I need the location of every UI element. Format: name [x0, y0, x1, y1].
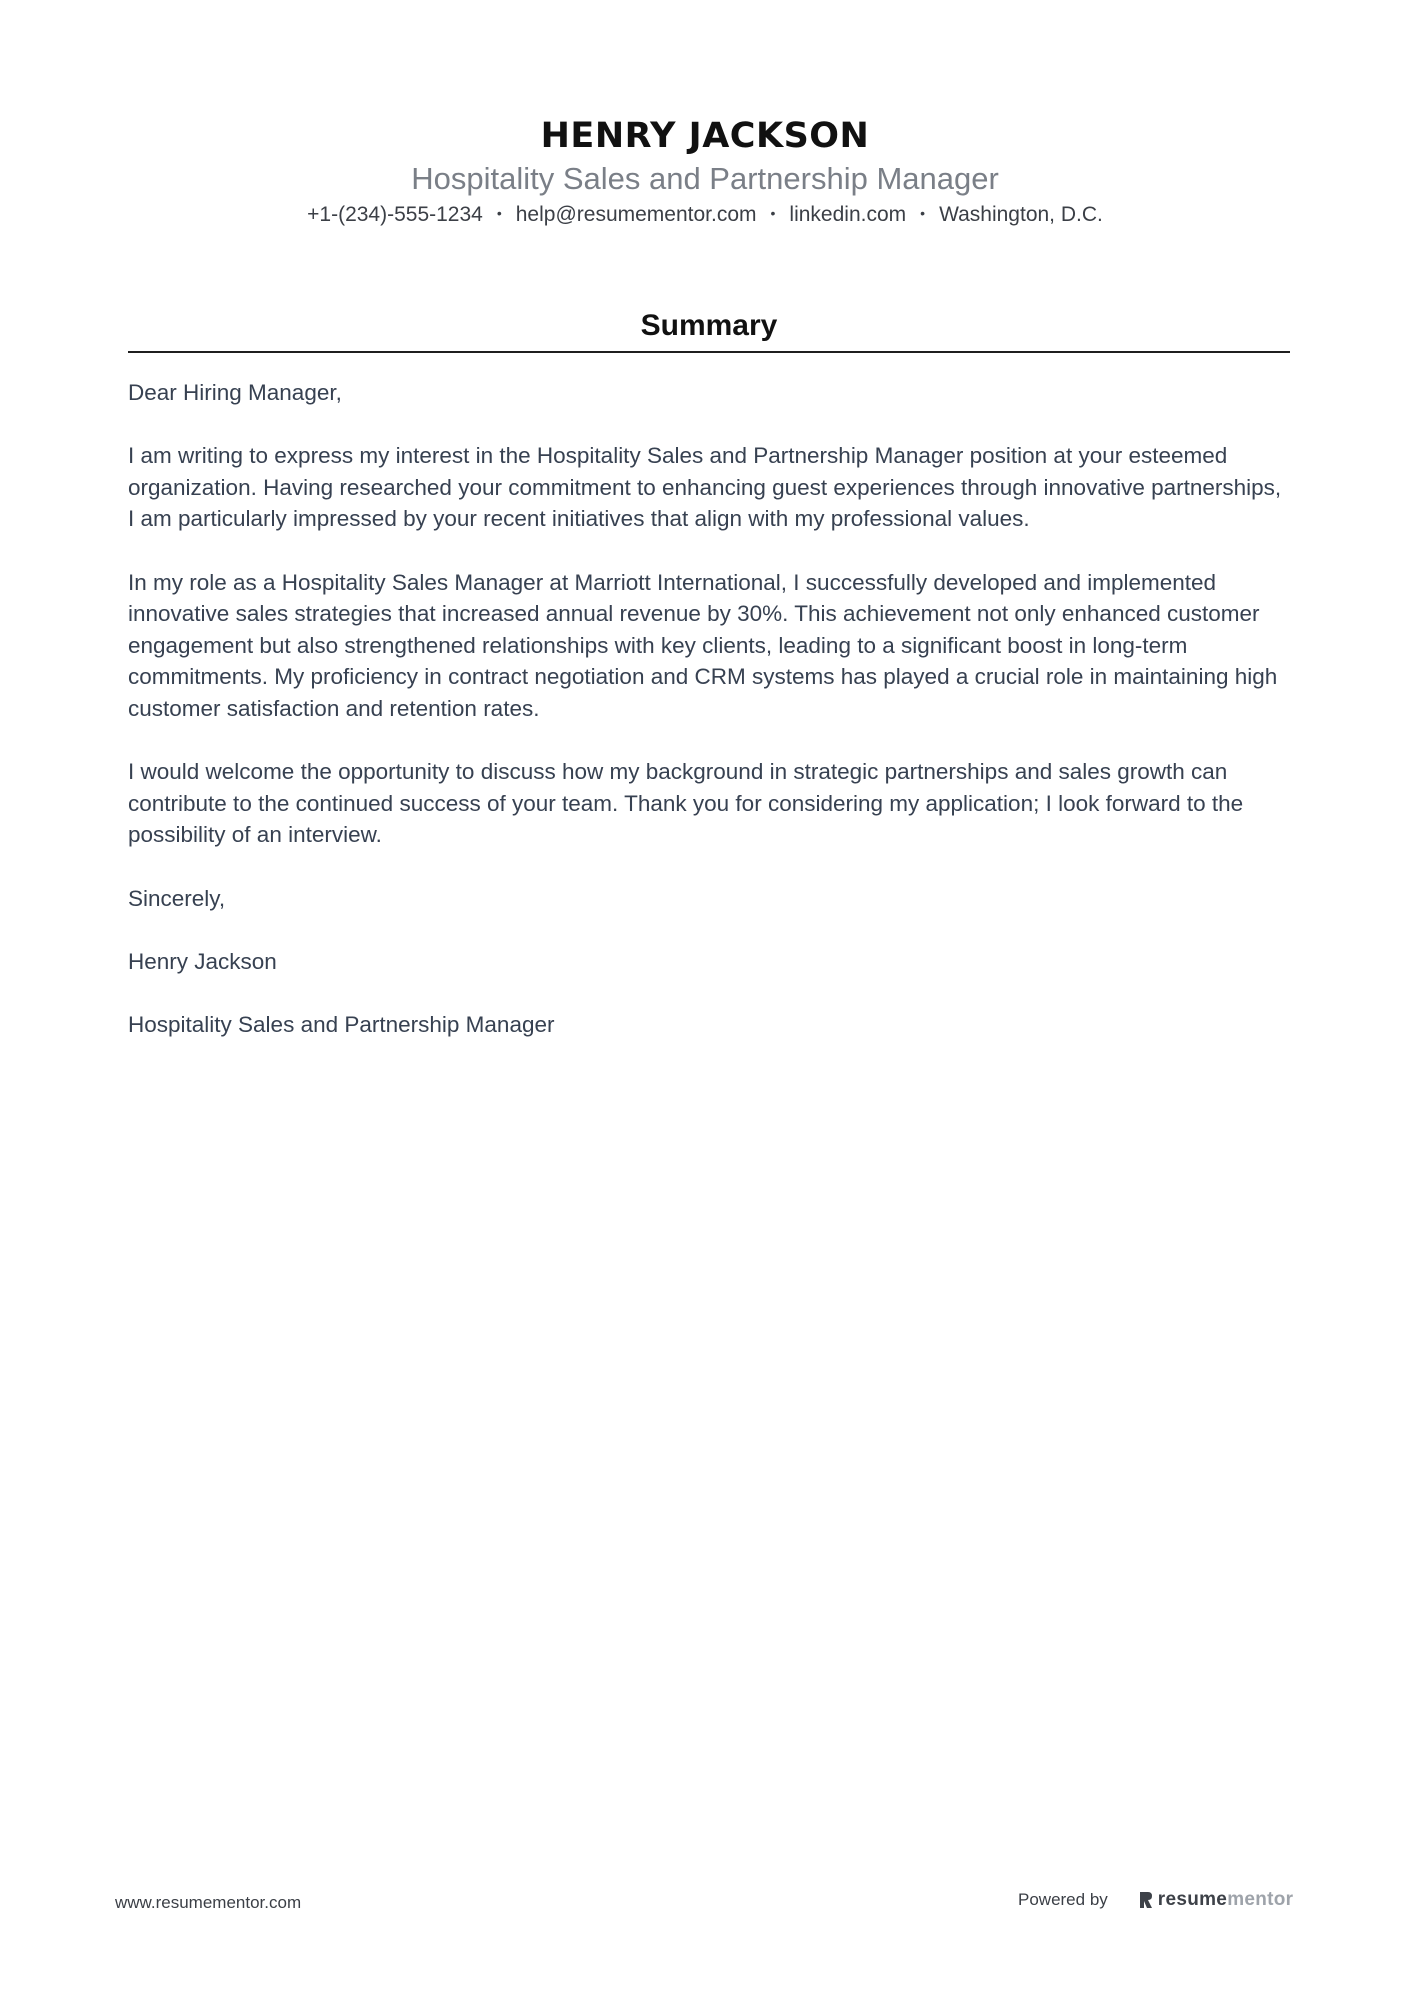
brand-name-part2: mentor [1227, 1889, 1294, 1910]
bullet-separator: • [770, 205, 776, 222]
footer-branding [1018, 1889, 1293, 1911]
candidate-name: HENRY JACKSON [540, 116, 870, 156]
signature-name: Henry Jackson [128, 948, 277, 974]
brand-logo[interactable] [1138, 1889, 1294, 1911]
signature-title: Hospitality Sales and Partnership Manager [128, 1011, 555, 1037]
contact-location: Washington, D.C. [939, 203, 1103, 226]
letter-paragraph: I am writing to express my interest in the Hospitality Sales and Partnership Manager position at your esteemed organization. Having researched your commitment to enhancing guest experiences through innovative partnerships, I am particularly impressed by your recent initiatives that align with my professional values. [128, 443, 1282, 532]
salutation: Dear Hiring Manager, [128, 380, 342, 405]
section-divider [128, 351, 1290, 353]
bullet-separator: • [920, 205, 926, 222]
section-title-summary: Summary [640, 309, 778, 342]
powered-by-label: Powered by [1018, 1890, 1108, 1909]
contact-phone: +1-(234)-555-1234 [307, 203, 483, 226]
letter-paragraph: I would welcome the opportunity to discuss how my background in strategic partnerships and sales growth can contribute to the continued success of your team. Thank you for considering my application; I look forward to the possibility of an interview. [128, 759, 1244, 848]
contact-linkedin[interactable]: linkedin.com [789, 203, 907, 226]
letter-paragraph: In my role as a Hospitality Sales Manager at Marriott International, I successfully developed and implemented innovative sales strategies that increased annual revenue by 30%. This achievement not only enhanced customer engagement but also strengthened relationships with key clients, leading to a significant boost in long-term commitments. My proficiency in contract negotiation and CRM systems has played a crucial role in maintaining high customer satisfaction and retention rates. [128, 569, 1278, 721]
footer-website[interactable]: www.resumementor.com [115, 1893, 302, 1912]
contact-line [0, 198, 1410, 232]
resume-header [0, 112, 1410, 232]
resumementor-logo-icon [1138, 1890, 1154, 1910]
candidate-role: Hospitality Sales and Partnership Manager [411, 161, 999, 196]
contact-email[interactable]: help@resumementor.com [515, 203, 757, 226]
bullet-separator: • [496, 205, 502, 222]
closing: Sincerely, [128, 885, 226, 911]
brand-name-part1: resume [1157, 1889, 1228, 1910]
letter-body [128, 377, 1290, 1072]
